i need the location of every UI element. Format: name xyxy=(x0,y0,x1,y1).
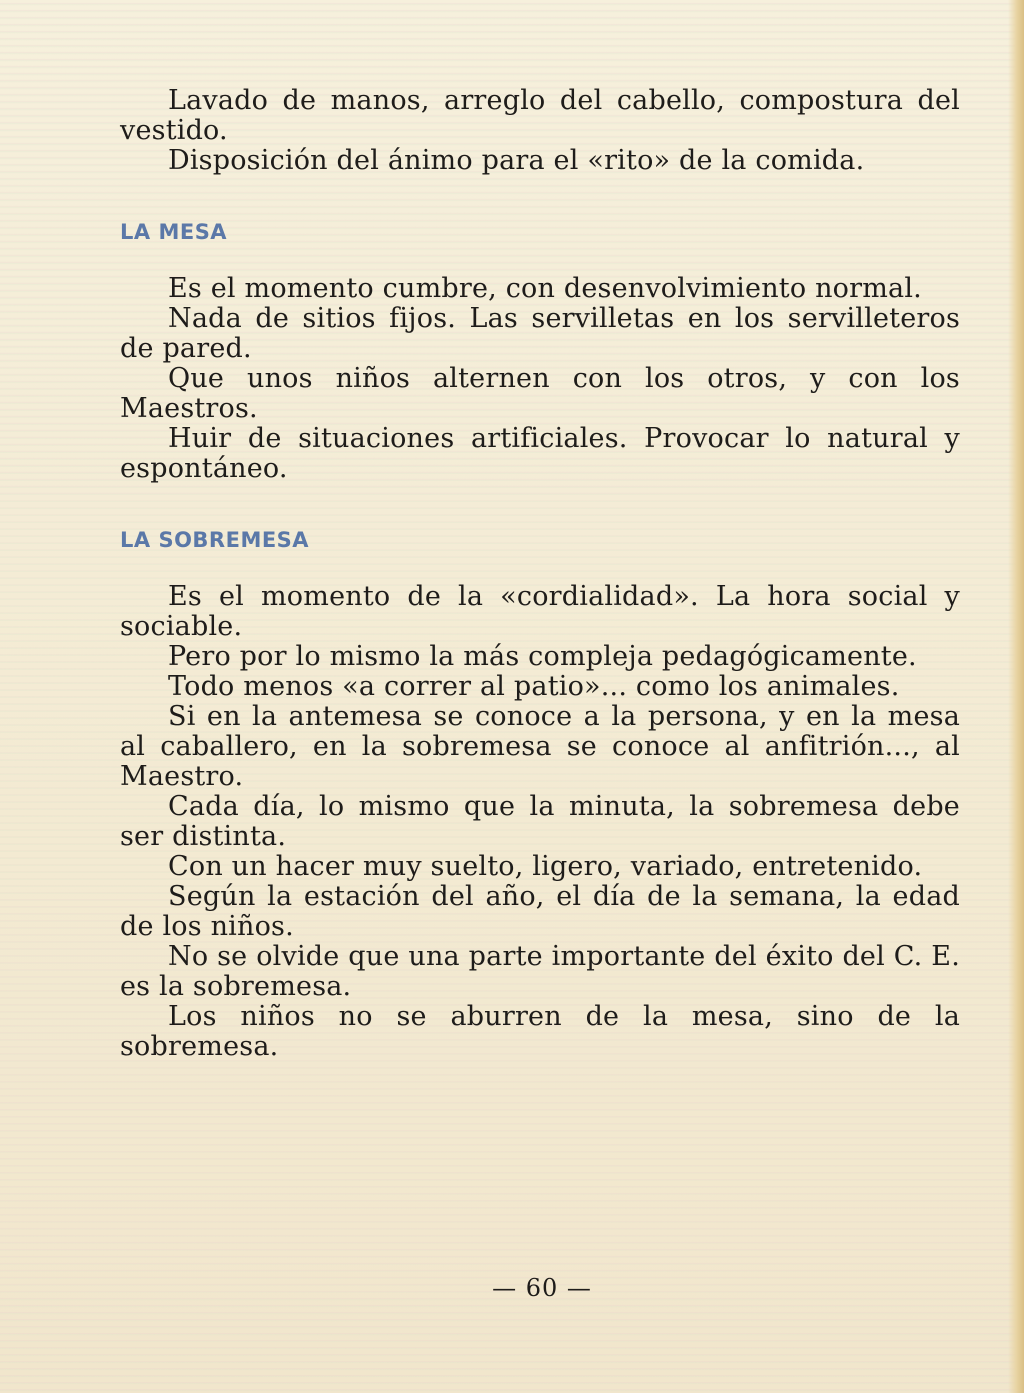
paragraph-mesa-3: Que unos niños alternen con los otros, y con los Maestros. xyxy=(120,363,960,424)
heading-la-mesa: LA MESA xyxy=(120,220,228,244)
paragraph-intro-2: Disposición del ánimo para el «rito» de la comida. xyxy=(168,145,865,176)
page-edge xyxy=(1008,0,1024,1393)
paragraph-sobremesa-3: Todo menos «a correr al patio»... como los animales. xyxy=(168,671,900,702)
paragraph-mesa-2: Nada de sitios fijos. Las servilletas en los servilleteros de pared. xyxy=(120,303,960,364)
paragraph-mesa-1: Es el momento cumbre, con desenvolvimiento normal. xyxy=(168,273,922,304)
heading-la-sobremesa: LA SOBREMESA xyxy=(120,528,310,552)
paragraph-sobremesa-2: Pero por lo mismo la más compleja pedagógicamente. xyxy=(168,641,917,672)
paragraph-mesa-4: Huir de situaciones artificiales. Provocar lo natural y espontáneo. xyxy=(120,423,960,484)
paragraph-sobremesa-7: Según la estación del año, el día de la semana, la edad de los niños. xyxy=(120,881,960,942)
paragraph-sobremesa-6: Con un hacer muy suelto, ligero, variado, entretenido. xyxy=(168,851,923,882)
page-content xyxy=(120,86,960,1062)
page-number: — 60 — xyxy=(492,1274,592,1302)
paragraph-sobremesa-5: Cada día, lo mismo que la minuta, la sobremesa debe ser distinta. xyxy=(120,791,960,852)
paragraph-intro-1: Lavado de manos, arreglo del cabello, compostura del vestido. xyxy=(120,85,960,146)
paragraph-sobremesa-8: No se olvide que una parte importante del éxito del C. E. es la sobremesa. xyxy=(120,941,960,1002)
paragraph-sobremesa-9: Los niños no se aburren de la mesa, sino de la sobremesa. xyxy=(120,1001,960,1062)
paragraph-sobremesa-1: Es el momento de la «cordialidad». La hora social y sociable. xyxy=(120,581,960,642)
paragraph-sobremesa-4: Si en la antemesa se conoce a la persona, y en la mesa al caballero, en la sobremesa se conoce al anfitrión..., al Maestro. xyxy=(120,701,960,792)
